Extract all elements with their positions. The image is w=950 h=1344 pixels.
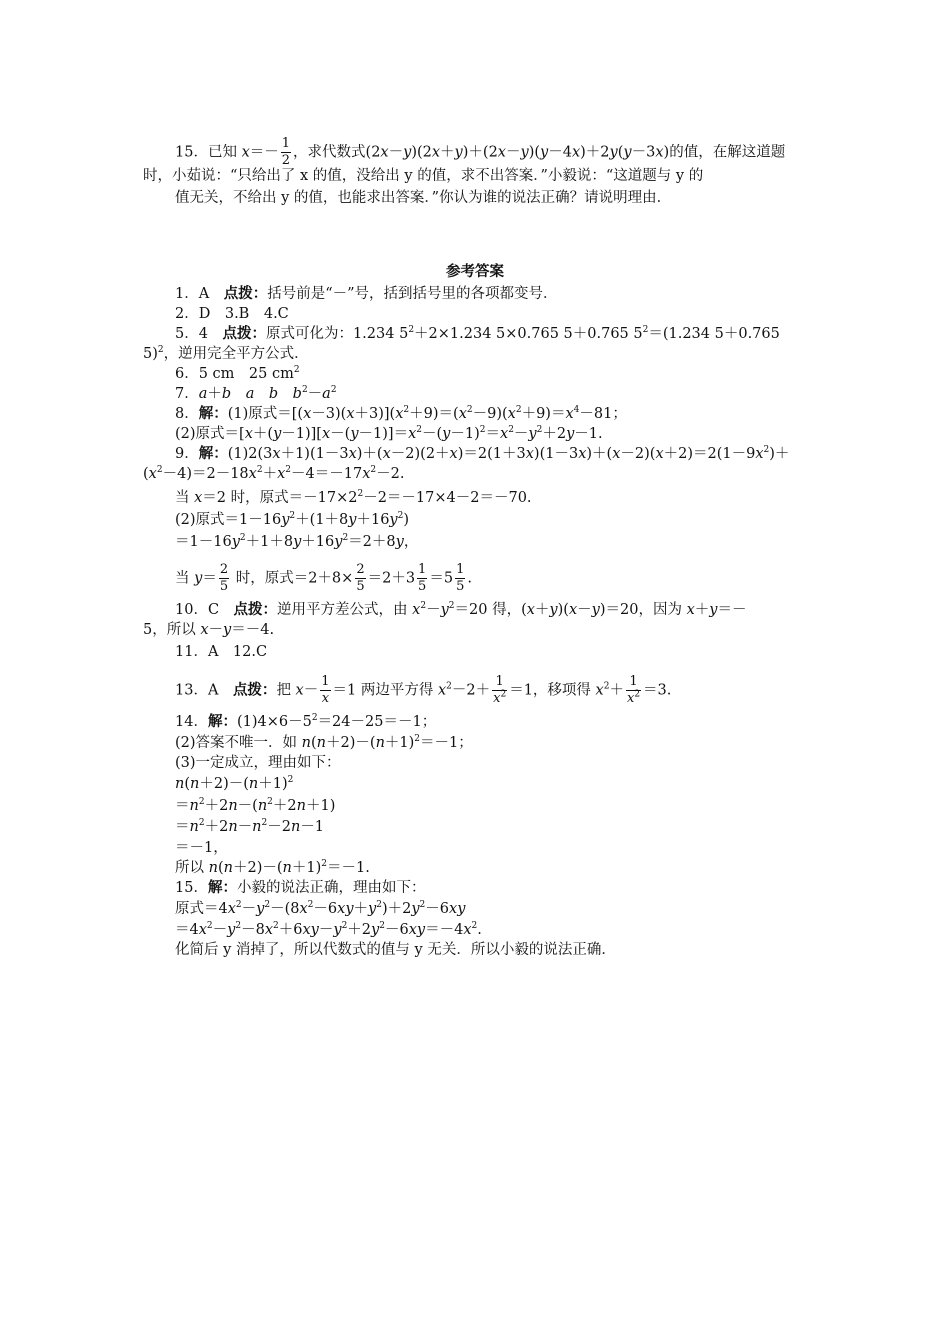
answer-14-line-8: 所以 $n(n+2)-(n+1)^2=-1$. xyxy=(175,859,370,876)
answer-14-line-6: $=n^2+2n-n^2-2n-1$ xyxy=(175,818,325,835)
answer-14-line-5: $=n^2+2n-(n^2+2n+1)$ xyxy=(175,797,336,814)
answer-14-line-7: ＝－1， xyxy=(175,840,228,856)
answer-7: 7．a＋b a b $b^2-a^2$ xyxy=(175,385,337,402)
answer-13: 13．A 点拨：把 x－ $\frac{1}{x}$ ＝1 两边平方得 $x^2-2+$ $\frac{1}{x^2}$ ＝1，移项得 $x^2+$ $\frac{1}{x^2}$ ＝3. xyxy=(175,674,672,706)
question-15-line-1: 15．已知 x＝－ $\frac{1}{2}$ ，求代数式(2x－y)(2x＋y)＋(2x－y)(y－4x)＋2y(y－3x)的值，在解这道题 xyxy=(175,136,786,168)
answer-15-line-3: $=4x^2-y^2-8x^2+6xy-y^2+2y^2-6xy=-4x^2$. xyxy=(175,921,482,938)
question-15-line-2: 时，小茹说：“只给出了 x 的值，没给出 y 的值，求不出答案．”小毅说：“这道题与 y 的 xyxy=(143,168,704,184)
answer-9-line-2: $(x^2-4)=2-18x^2+x^2-4=-17x^2-2$. xyxy=(143,465,405,482)
answer-14-line-3: (3)一定成立，理由如下： xyxy=(175,755,341,771)
answer-9-line-4: (2)原式$=1-16y^2+(1+8y+16y^2)$ xyxy=(175,511,410,528)
answer-5-line-2: 5)$^2$，逆用完全平方公式． xyxy=(143,345,309,362)
answer-8-line-1: 8．解：(1)原式$=[(x-3)(x+3)](x^2+9)=(x^2-9)(x^2+9)=x^4-81$； xyxy=(175,405,627,422)
answer-15-line-2: 原式$=4x^2-y^2-(8x^2-6xy+y^2)+2y^2-6xy$ xyxy=(175,900,466,917)
answer-9-line-1: 9．解：$(1)2(3x+1)(1-3x)+(x-2)(2+x)=2(1+3x)(1-3x)+(x-2)(x+2)=2(1-9x^2)+$ xyxy=(175,445,790,462)
answer-9-line-6: 当 y＝ $\frac{2}{5}$ 时，原式＝2＋8× $\frac{2}{5}$ ＝2＋3 $\frac{1}{5}$ ＝5 $\frac{1}{5}$ . xyxy=(175,562,472,594)
answer-9-line-3: 当 x＝2 时，原式$=-17\times 2^2-2=-17\times 4-2=-70$. xyxy=(175,489,532,506)
answer-15-line-4: 化简后 y 消掉了，所以代数式的值与 y 无关．所以小毅的说法正确． xyxy=(175,942,616,958)
answer-1: 1．A 点拨：括号前是“－”号，括到括号里的各项都变号． xyxy=(175,285,558,302)
answer-11: 11．A 12.C xyxy=(175,644,268,660)
answer-6: 6．5 cm 25 $cm^2$ xyxy=(175,365,300,382)
answer-10-line-1: 10．C 点拨：逆用平方差公式，由 $x^2-y^2=20$ 得，(x＋y)(x－y)＝20，因为 x＋y＝－ xyxy=(175,601,747,618)
question-15-line-3: 值无关，不给出 y 的值，也能求出答案．”你认为谁的说法正确？请说明理由． xyxy=(175,190,672,206)
answer-title: 参考答案 xyxy=(446,263,504,280)
answer-15-line-1: 15．解：小毅的说法正确，理由如下： xyxy=(175,879,426,896)
answer-9-line-5: $=1-16y^2+1+8y+16y^2=2+8y$， xyxy=(175,533,419,550)
answer-10-line-2: 5，所以 x－y＝－4. xyxy=(143,622,275,638)
answer-14-line-2: (2)答案不唯一．如 $n(n+2)-(n+1)^2=-1$； xyxy=(175,734,473,751)
answer-8-line-2: (2)原式$=[x+(y-1)][x-(y-1)]=x^2-(y-1)^2=x^2-y^2+2y-1$. xyxy=(175,425,603,442)
answer-5-line-1: 5．4 点拨：原式可化为：1.234 $5^2+2\times 1.234$ 5×0.765 5＋0.765 $5^2=(1.234$ 5＋0.765 xyxy=(175,325,780,342)
answer-2: 2．D 3.B 4.C xyxy=(175,306,289,322)
answer-14-line-1: 14．解：$(1)4\times 6-5^2=24-25=-1$； xyxy=(175,713,437,730)
answer-14-line-4: $n(n+2)-(n+1)^2$ xyxy=(175,775,294,792)
